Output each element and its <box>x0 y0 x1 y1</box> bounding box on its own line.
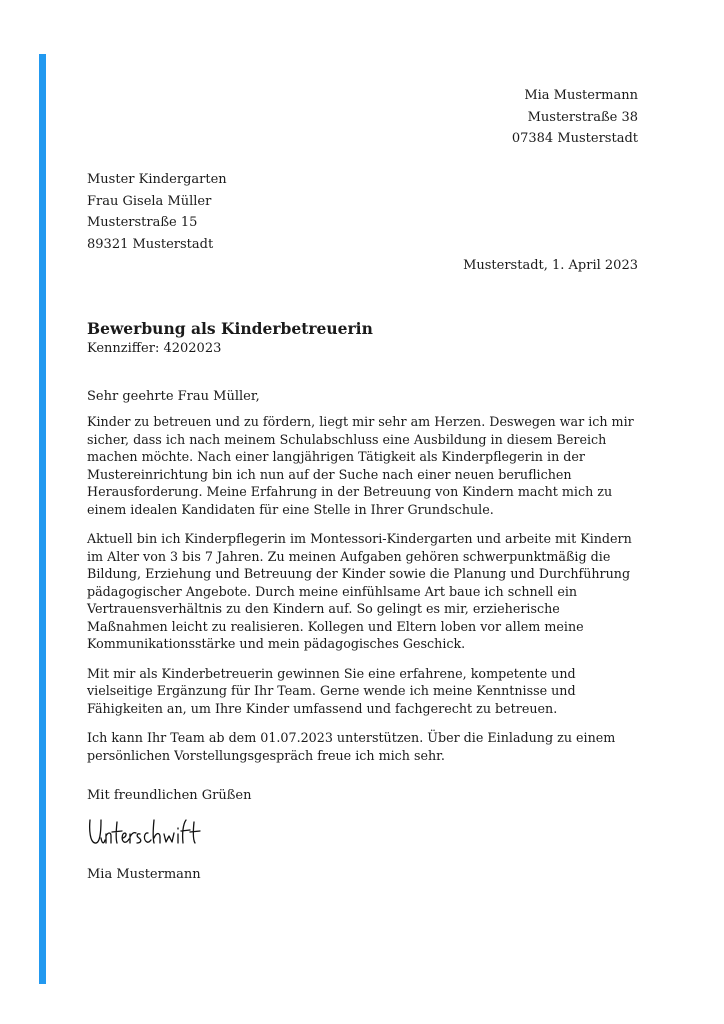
sender-name: Mia Mustermann <box>524 88 638 103</box>
letter-date: Musterstadt, 1. April 2023 <box>463 258 638 273</box>
sender-city: 07384 Musterstadt <box>511 131 638 146</box>
subject-title: Bewerbung als Kinderbetreuerin <box>87 319 373 338</box>
paragraph-1: Kinder zu betreuen und zu fördern, liegt mir sehr am Herzen. Deswegen war ich mir sicher, dass ich nach meinem Schulabschluss eine Ausbildung in diesem Bereich machen möchte. Nach einer langjährigen Tätigkeit als Kinderpflegerin in der Mustereinrichtung bin ich nun auf der Suche nach einer neuen beruflichen Herausforderung. Meine Erfahrung in der Betreuung von Kindern macht mich zu einem idealen Kandidaten für eine Stelle in Ihrer Grundschule. <box>87 414 634 517</box>
recipient-company: Muster Kindergarten <box>87 172 227 187</box>
subject-block <box>87 318 373 357</box>
paragraph-3: Mit mir als Kinderbetreuerin gewinnen Sie eine erfahrene, kompetente und vielseitige Ergänzung für Ihr Team. Gerne wende ich meine Kenntnisse und Fähigkeiten an, um Ihre Kinder umfassend und fachgerecht zu betreuen. <box>87 665 576 716</box>
recipient-contact: Frau Gisela Müller <box>87 193 212 209</box>
recipient-address <box>87 169 227 255</box>
subject-reference: Kennziffer: 4202023 <box>87 341 222 356</box>
signer-name: Mia Mustermann <box>87 867 201 882</box>
paragraph-4: Ich kann Ihr Team ab dem 01.07.2023 unterstützen. Über die Einladung zu einem persönlichen Vorstellungsgespräch freue ich mich sehr. <box>87 730 616 763</box>
accent-bar <box>39 54 46 984</box>
paragraph-2: Aktuell bin ich Kinderpflegerin im Montessori-Kindergarten und arbeite mit Kindern im Alter von 3 bis 7 Jahren. Zu meinen Aufgaben gehören schwerpunktmäßig die Bildung, Erziehung und Betreuung der Kinder sowie die Planung und Durchführung pädagogischer Angebote. Durch meine einfühlsame Art baue ich schnell ein Vertrauensverhältnis zu den Kindern auf. So gelingt es mir, erzieherische Maßnahmen leicht zu realisieren. Kollegen und Eltern loben vor allem meine Kommunikationsstärke und mein pädagogisches Geschick. <box>87 531 632 651</box>
salutation: Sehr geehrte Frau Müller, <box>87 389 260 404</box>
sender-address <box>512 85 638 150</box>
handwritten-signature <box>86 812 206 852</box>
letter-body <box>87 413 643 776</box>
recipient-city: 89321 Musterstadt <box>87 236 214 252</box>
closing: Mit freundlichen Grüßen <box>87 788 252 803</box>
sender-street: Musterstraße 38 <box>527 109 638 125</box>
recipient-street: Musterstraße 15 <box>87 215 198 230</box>
